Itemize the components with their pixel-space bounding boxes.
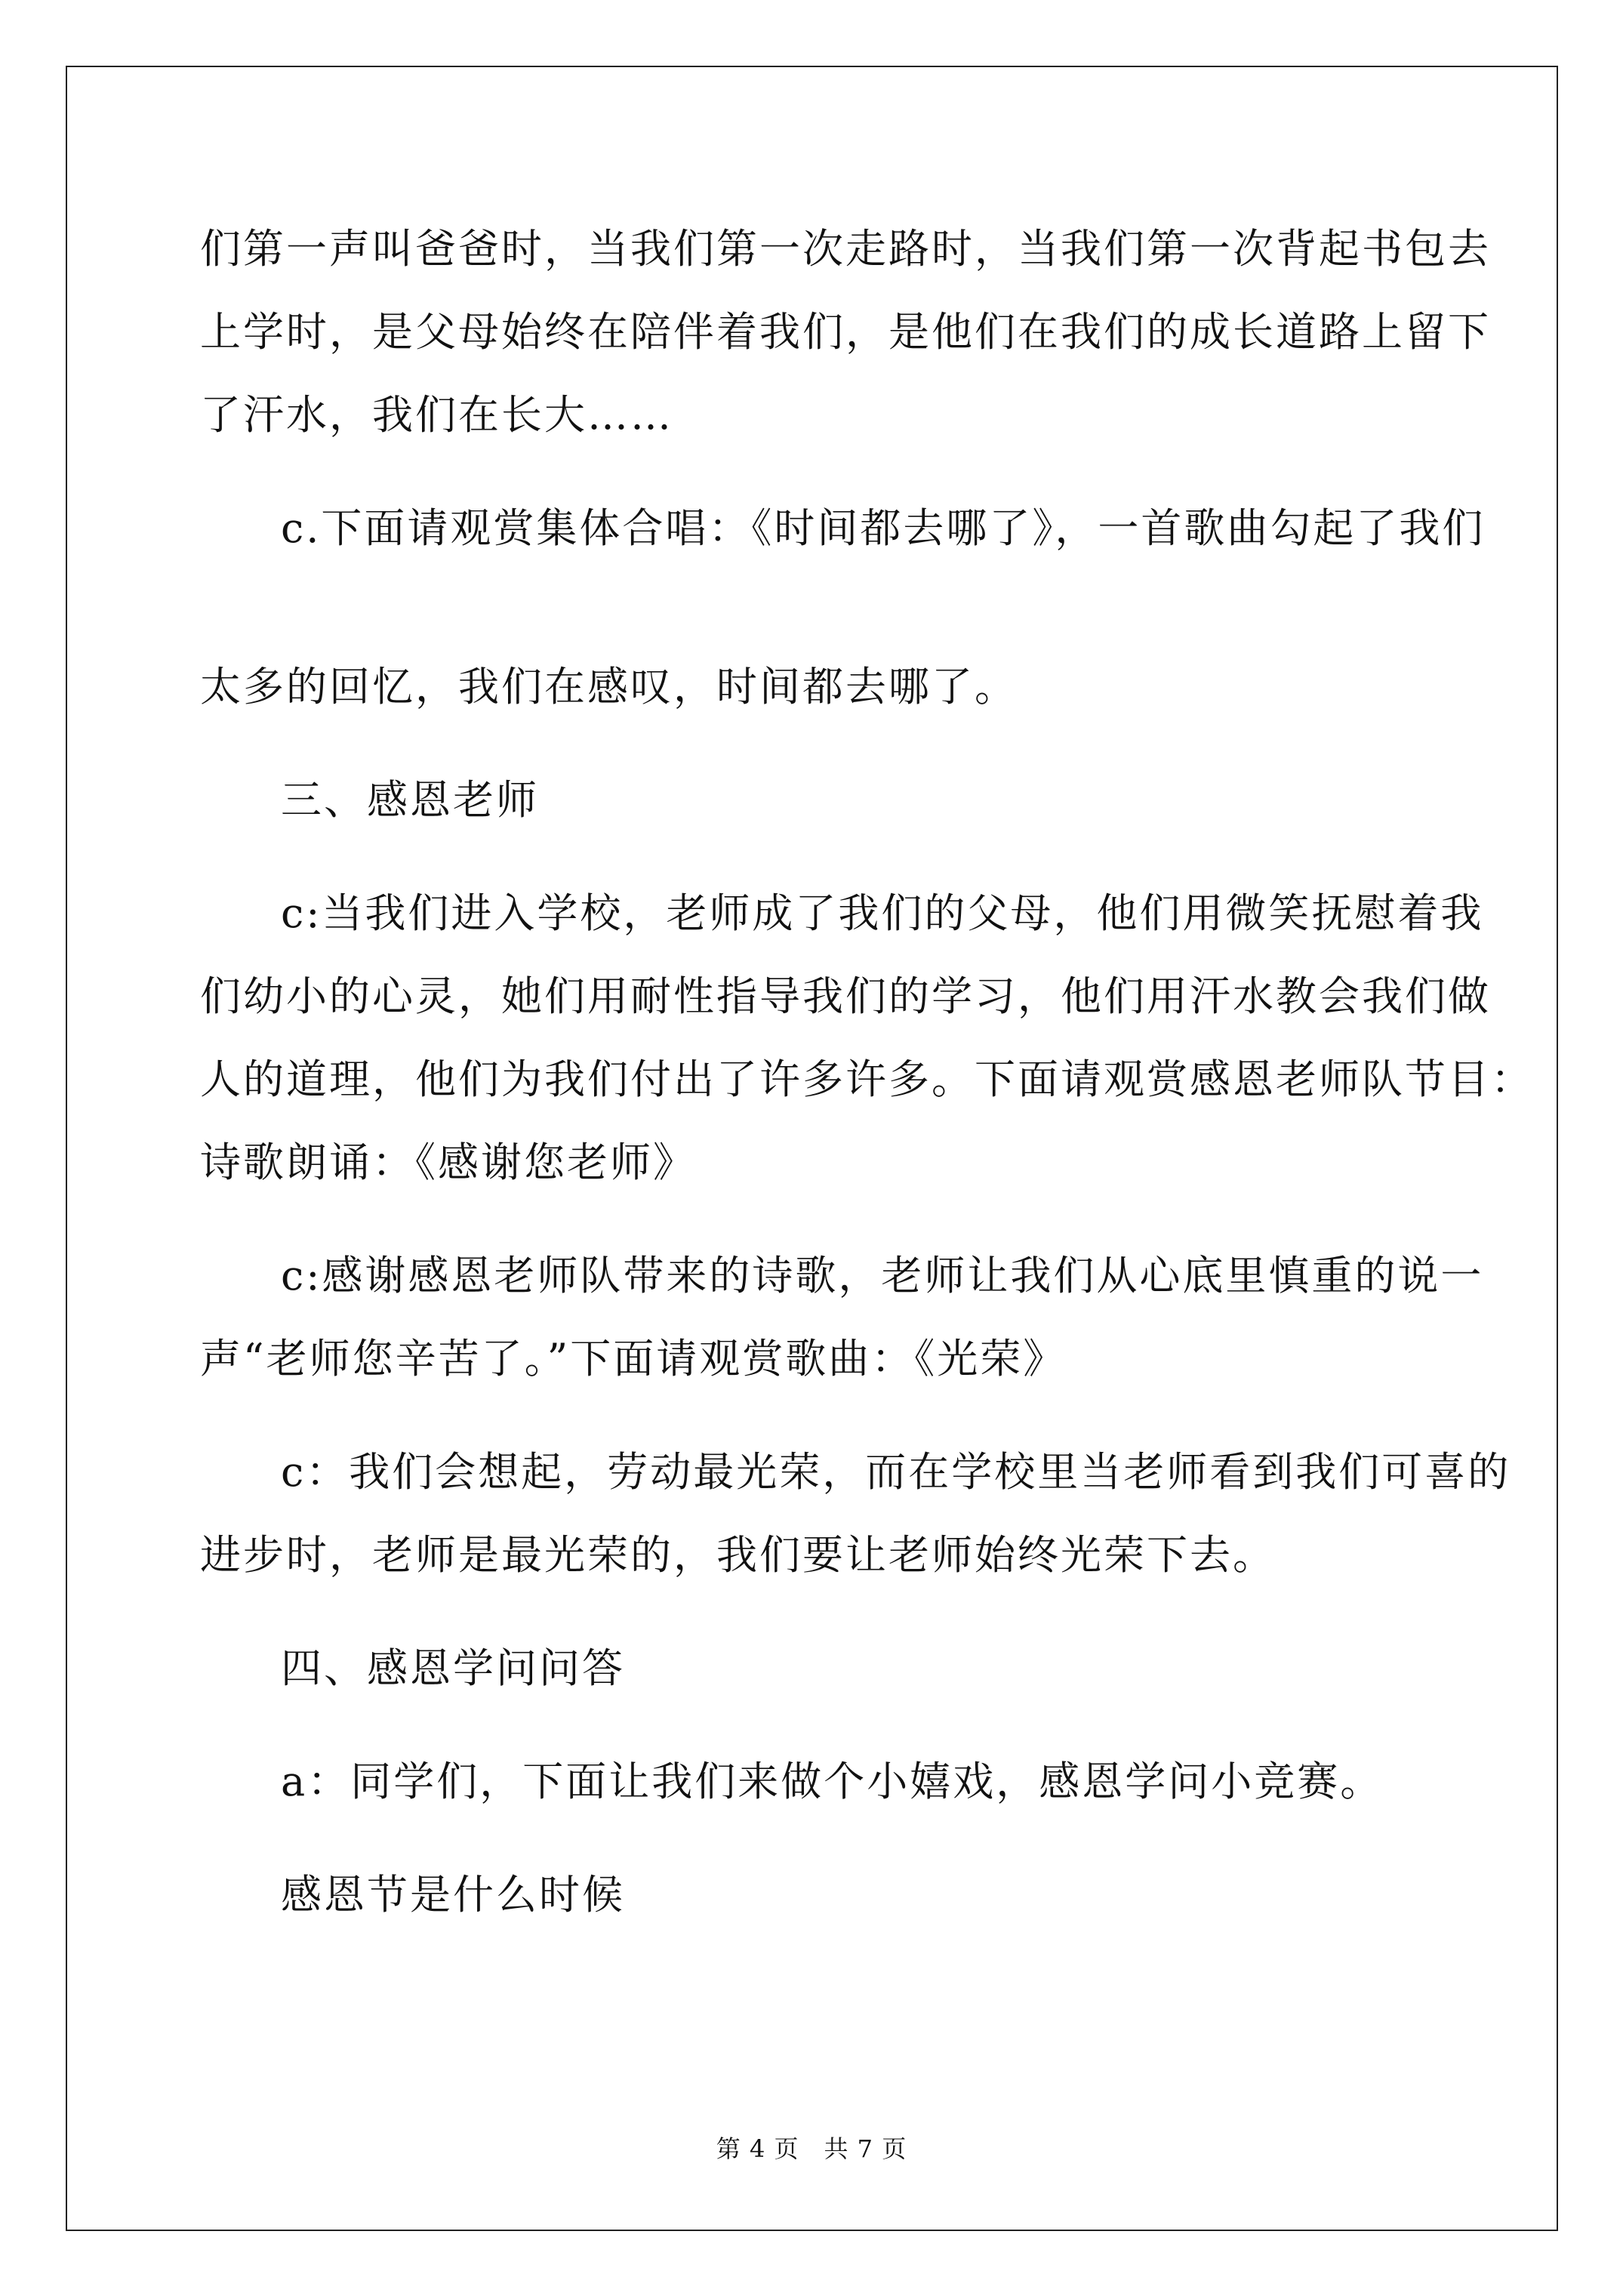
paragraph-line: c:当我们进入学校，老师成了我们的父母，他们用微笑抚慰着我 bbox=[281, 889, 1484, 937]
paragraph-line: 们幼小的心灵，她们用耐性指导我们的学习，他们用汗水教会我们做 bbox=[200, 972, 1491, 1020]
paragraph-line: 了汗水，我们在长大…… bbox=[200, 391, 673, 439]
section-heading: 四、感恩学问问答 bbox=[281, 1644, 625, 1692]
paragraph-line: a：同学们，下面让我们来做个小嬉戏，感恩学问小竞赛。 bbox=[281, 1758, 1384, 1805]
paragraph-line: c:感谢感恩老师队带来的诗歌，老师让我们从心底里慎重的说一 bbox=[281, 1252, 1484, 1299]
paragraph-line: 进步时，老师是最光荣的，我们要让老师始终光荣下去。 bbox=[200, 1531, 1276, 1579]
paragraph-line: 声“老师您辛苦了。”下面请观赏歌曲：《光荣》 bbox=[200, 1335, 1067, 1382]
paragraph-line: 太多的回忆，我们在感叹，时间都去哪了。 bbox=[200, 663, 1018, 710]
paragraph-line: c：我们会想起，劳动最光荣，而在学校里当老师看到我们可喜的 bbox=[281, 1448, 1511, 1496]
paragraph-line: 感恩节是什么时候 bbox=[281, 1871, 625, 1918]
section-heading: 三、感恩老师 bbox=[281, 776, 539, 824]
paragraph-line: 人的道理，他们为我们付出了许多许多。下面请观赏感恩老师队节目： bbox=[200, 1056, 1534, 1103]
paragraph-line: c.下面请观赏集体合唱：《时间都去哪了》，一首歌曲勾起了我们 bbox=[281, 504, 1486, 552]
paragraph-line: 们第一声叫爸爸时，当我们第一次走路时，当我们第一次背起书包去 bbox=[200, 225, 1491, 273]
page-number: 第 4 页 共 7 页 bbox=[716, 2134, 907, 2163]
paragraph-line: 上学时，是父母始终在陪伴着我们，是他们在我们的成长道路上留下 bbox=[200, 308, 1491, 356]
paragraph-line: 诗歌朗诵：《感谢您老师》 bbox=[200, 1139, 696, 1186]
